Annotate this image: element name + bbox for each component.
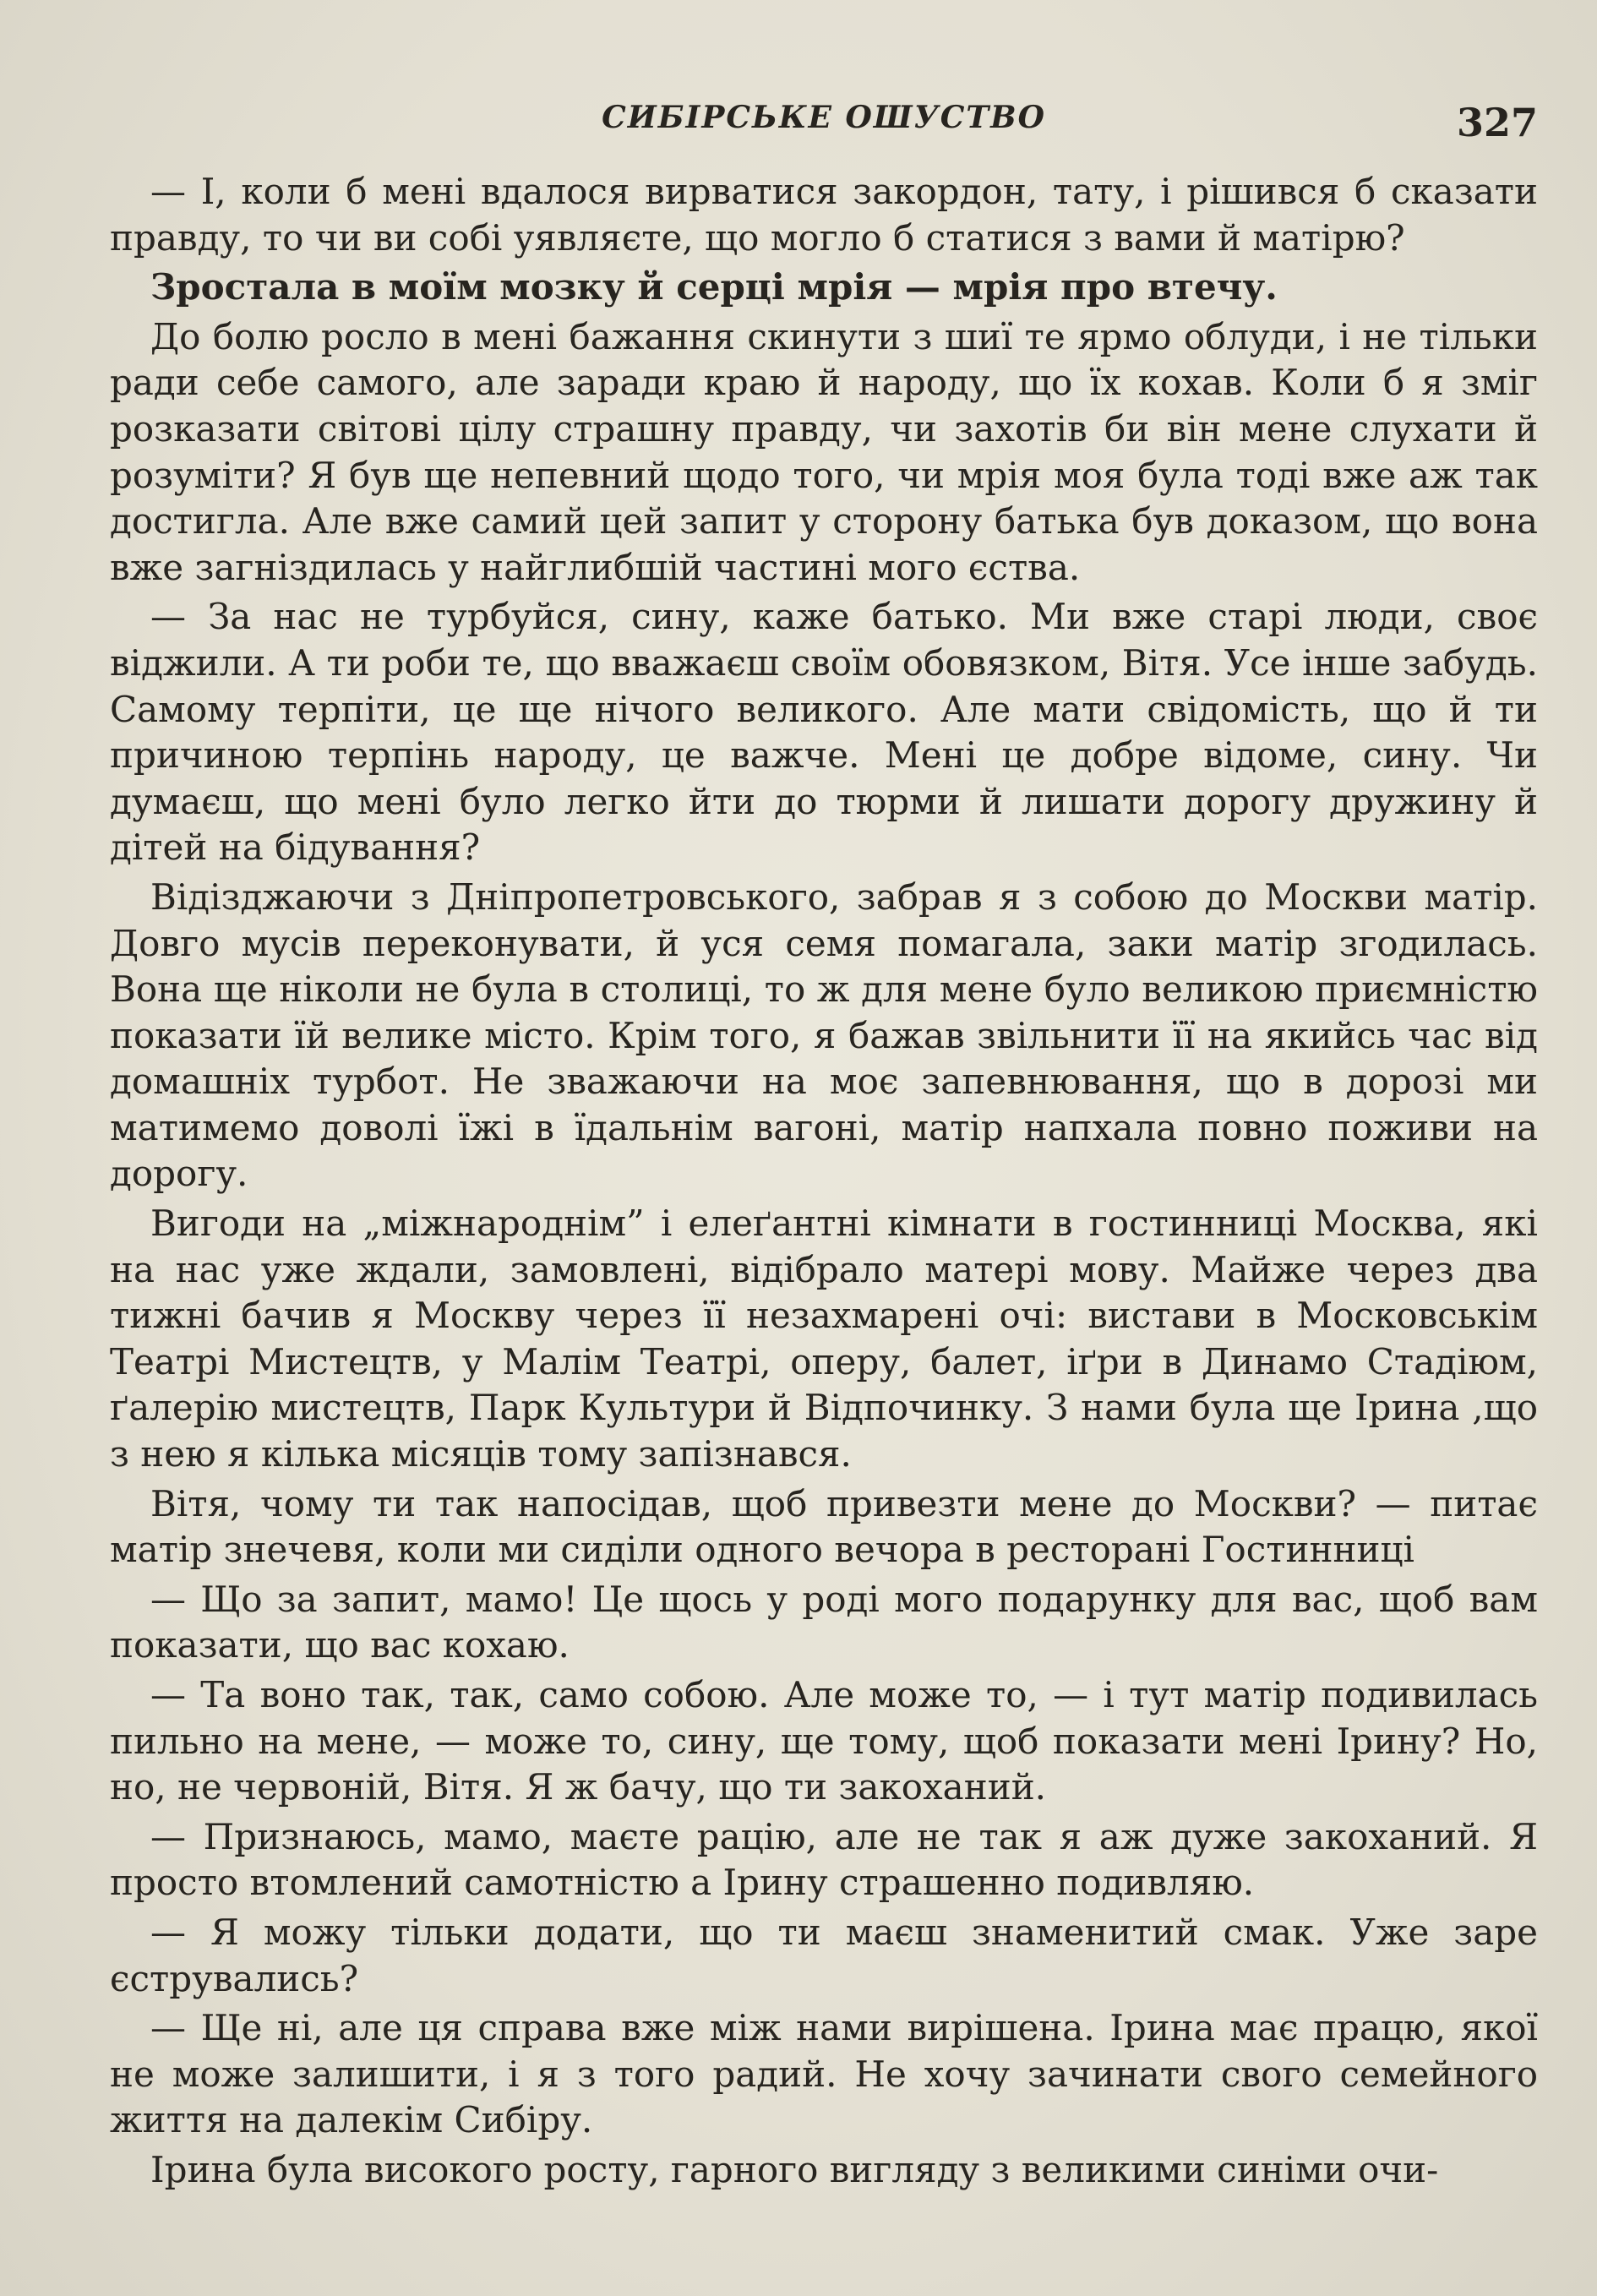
paragraph: — Та воно так, так, само собою. Але може то, — і тут матір подивилась пильно на мене, — може то, сину, ще тому, щоб показати мені Ірину? Но, но, не червоній, Вітя. Я ж бачу, що ти закоханий. bbox=[110, 1674, 1538, 1808]
paragraph: — Я можу тільки додати, що ти маєш знаменитий смак. Уже заре єструвались? bbox=[110, 1911, 1538, 1999]
page-header bbox=[110, 100, 1538, 150]
paragraph: Вигоди на „міжнароднім” і елеґантні кімнати в гостинниці Москва, які на нас уже ждали, замовлені, відібрало матері мову. Майже через два тижні бачив я Москву через її незахмарені очі: вистави в Московськім Театрі Мистецтв, у Малім Театрі, оперу, балет, іґри в Динамо Стадіюм, ґалерію мистецтв, Парк Культури й Відпочинку. З нами була ще Ірина ,що з нею я кілька місяців тому запізнався. bbox=[110, 1203, 1538, 1475]
bold-paragraph: Зростала в моїм мозку й серці мрія — мрія про втечу. bbox=[150, 266, 1278, 308]
page-number: 327 bbox=[1456, 100, 1538, 145]
page-body bbox=[110, 169, 1538, 2194]
paragraph: Вітя, чому ти так напосідав, щоб привезти мене до Москви? — питає матір знечевя, коли ми сиділи одного вечора в ресторані Гостинниці bbox=[110, 1482, 1538, 1571]
paragraph: — Признаюсь, мамо, маєте рацію, але не так я аж дуже закоханий. Я просто втомлений самотністю а Ірину страшенно подивляю. bbox=[110, 1815, 1538, 1904]
paragraph: — За нас не турбуйся, сину, каже батько. Ми вже старі люди, своє віджили. А ти роби те, що вважаєш своїм обовязком, Вітя. Усе інше забудь. Самому терпіти, це ще нічого великого. Але мати свідомість, що й ти причиною терпінь народу, це важче. Мені це добре відоме, сину. Чи думаєш, що мені було легко йти до тюрми й лишати дорогу дружину й дітей на бідування? bbox=[110, 596, 1538, 869]
paragraph: — Ще ні, але ця справа вже між нами вирішена. Ірина має працю, якої не може залишити, і я з того радий. Не хочу зачинати свого семейного життя на далекім Сибіру. bbox=[110, 2007, 1538, 2141]
running-head: СИБІРСЬКЕ ОШУСТВО bbox=[602, 100, 1046, 135]
paragraph: Відізджаючи з Дніпропетровського, забрав я з собою до Москви матір. Довго мусів переконувати, й уся семя помагала, заки матір згодилась. Вона ще ніколи не була в столиці, то ж для мене було великою приємністю показати їй велике місто. Крім того, я бажав звільнити її на якийсь час від домашніх турбот. Не зважаючи на моє запевнювання, що в дорозі ми матимемо доволі їжі в їдальнім вагоні, матір напхала повно поживи на дорогу. bbox=[110, 875, 1538, 1195]
paragraph: До болю росло в мені бажання скинути з шиї те ярмо облуди, і не тільки ради себе самого, але заради краю й народу, що їх кохав. Коли б я зміг розказати світові цілу страшну правду, чи захотів би він мене слухати й розуміти? Я був ще непевний щодо того, чи мрія моя була тоді вже аж так достигла. Але вже самий цей запит у сторону батька був доказом, що вона вже загніздилась у найглибшій частині мого єства. bbox=[110, 315, 1538, 588]
paragraph: — І, коли б мені вдалося вирватися закордон, тату, і рішився б сказати правду, то чи ви собі уявляєте, що могло б статися з вами й матірю? bbox=[110, 171, 1538, 259]
paragraph: — Що за запит, мамо! Це щось у роді мого подарунку для вас, щоб вам показати, що вас кохаю. bbox=[110, 1578, 1538, 1666]
paragraph: Ірина була високого росту, гарного вигляду з великими синіми очи- bbox=[150, 2148, 1439, 2190]
